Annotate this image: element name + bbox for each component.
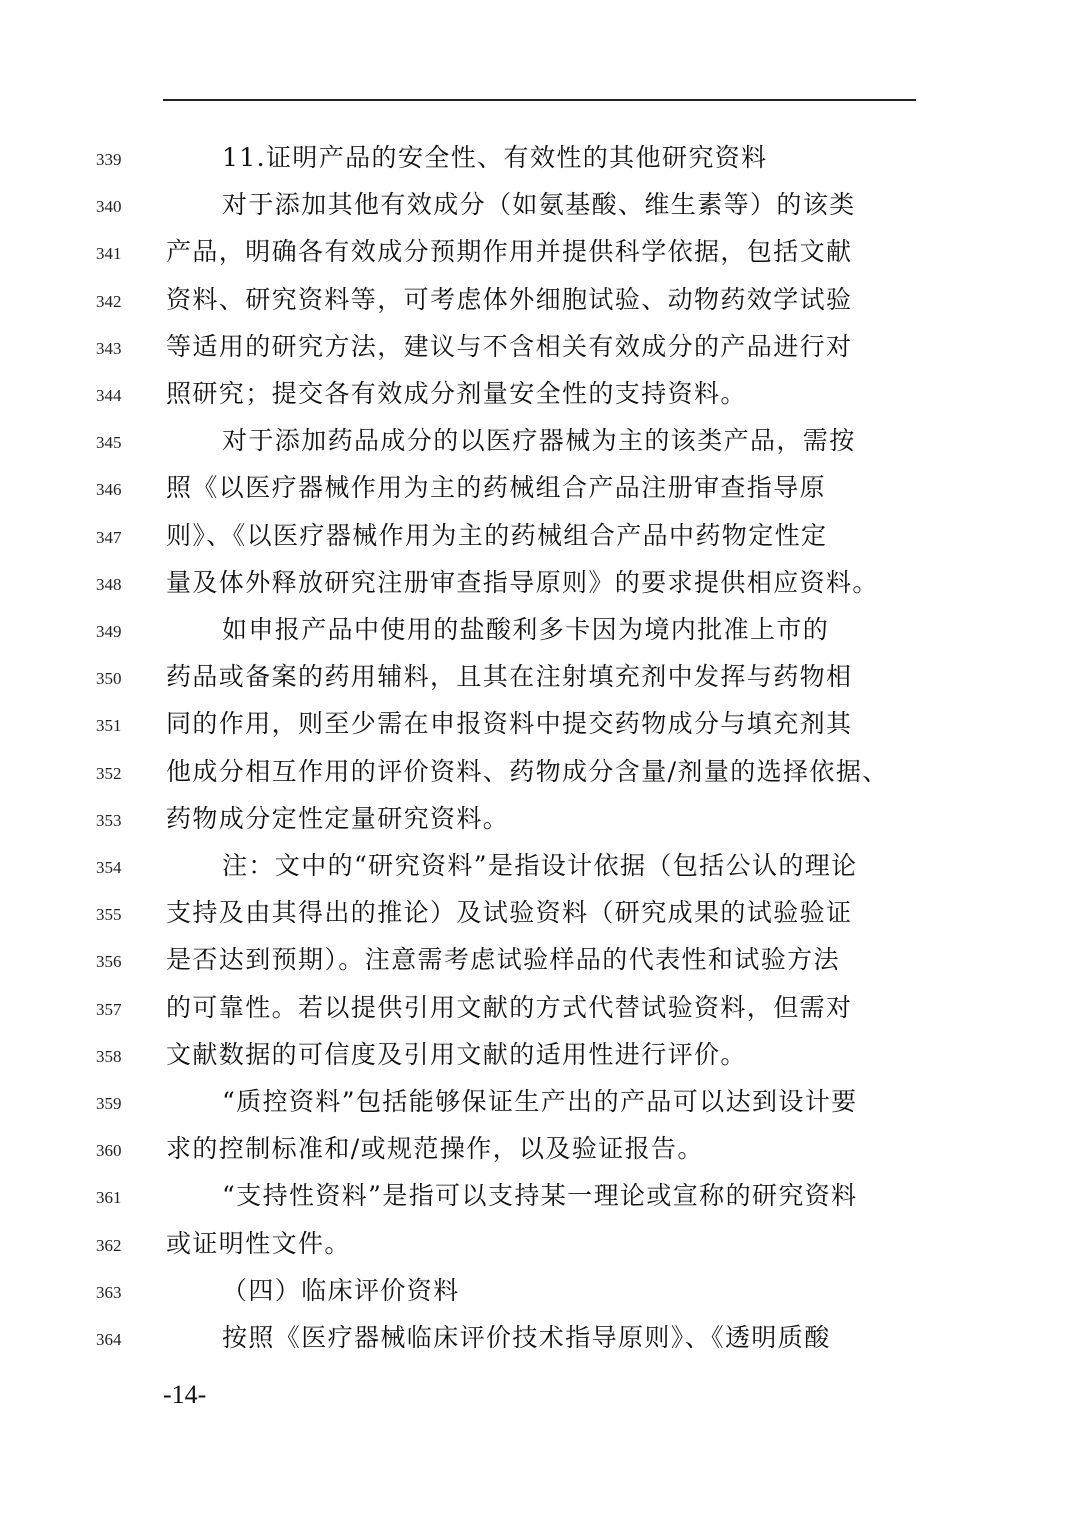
line-number: 343 bbox=[96, 338, 122, 358]
line-number: 351 bbox=[96, 716, 122, 736]
text-line: （四）临床评价资料 bbox=[222, 1275, 460, 1305]
line-number: 344 bbox=[96, 386, 122, 405]
text-line: 支持及由其得出的推论）及试验资料（研究成果的试验验证 bbox=[166, 898, 853, 928]
line-number: 347 bbox=[96, 527, 122, 547]
line-number: 339 bbox=[96, 150, 122, 169]
text-line: 药品或备案的药用辅料，且其在注射填充剂中发挥与药物相 bbox=[166, 662, 853, 692]
text-line: 照《以医疗器械作用为主的药械组合产品注册审查指导原 bbox=[166, 473, 827, 503]
text-line: 同的作用，则至少需在申报资料中提交药物成分与填充剂其 bbox=[166, 709, 853, 739]
line-number: 358 bbox=[96, 1046, 122, 1066]
line-number: 364 bbox=[96, 1330, 122, 1349]
line-number: 342 bbox=[96, 291, 122, 311]
text-line: “质控资料”包括能够保证生产出的产品可以达到设计要 bbox=[222, 1087, 858, 1116]
text-line: 的可靠性。若以提供引用文献的方式代替试验资料，但需对 bbox=[166, 992, 853, 1022]
text-line: 如申报产品中使用的盐酸利多卡因为境内批准上市的 bbox=[222, 615, 830, 644]
text-line: 求的控制标准和/或规范操作，以及验证报告。 bbox=[166, 1134, 704, 1164]
line-number: 354 bbox=[96, 858, 122, 877]
text-line: 对于添加药品成分的以医疗器械为主的该类产品，需按 bbox=[222, 426, 856, 456]
line-number: 359 bbox=[96, 1094, 122, 1113]
line-number: 355 bbox=[96, 905, 122, 925]
line-number: 356 bbox=[96, 952, 122, 972]
text-line: 是否达到预期）。注意需考虑试验样品的代表性和试验方法 bbox=[166, 945, 840, 975]
text-line: 11.证明产品的安全性、有效性的其他研究资料 bbox=[222, 143, 768, 172]
text-line: “支持性资料”是指可以支持某一理论或宣称的研究资料 bbox=[222, 1181, 858, 1211]
text-line: 对于添加其他有效成分（如氨基酸、维生素等）的该类 bbox=[222, 190, 856, 220]
line-number: 357 bbox=[96, 999, 122, 1019]
text-line: 产品，明确各有效成分预期作用并提供科学依据，包括文献 bbox=[166, 237, 853, 267]
text-line: 量及体外释放研究注册审查指导原则》的要求提供相应资料。 bbox=[166, 567, 879, 597]
line-number: 348 bbox=[96, 574, 122, 594]
text-line: 或证明性文件。 bbox=[166, 1228, 351, 1258]
line-number: 349 bbox=[96, 622, 122, 641]
line-number: 345 bbox=[96, 433, 122, 453]
line-number: 353 bbox=[96, 810, 122, 830]
page-number: -14- bbox=[163, 1380, 207, 1409]
header-rule bbox=[163, 99, 916, 101]
line-number: 346 bbox=[96, 480, 122, 500]
text-line: 则》、《以医疗器械作用为主的药械组合产品中药物定性定 bbox=[166, 520, 828, 550]
text-line: 注：文中的“研究资料”是指设计依据（包括公认的理论 bbox=[222, 851, 858, 880]
line-number: 341 bbox=[96, 244, 122, 264]
text-line: 按照《医疗器械临床评价技术指导原则》、《透明质酸 bbox=[222, 1323, 831, 1352]
line-number: 340 bbox=[96, 197, 122, 217]
text-line: 药物成分定性定量研究资料。 bbox=[166, 803, 510, 833]
text-line: 等适用的研究方法，建议与不含相关有效成分的产品进行对 bbox=[166, 331, 853, 361]
text-line: 文献数据的可信度及引用文献的适用性进行评价。 bbox=[166, 1039, 747, 1069]
line-number: 360 bbox=[96, 1141, 122, 1161]
text-line: 照研究；提交各有效成分剂量安全性的支持资料。 bbox=[166, 379, 747, 408]
line-number: 363 bbox=[96, 1282, 122, 1302]
text-line: 他成分相互作用的评价资料、药物成分含量/剂量的选择依据、 bbox=[166, 756, 889, 786]
line-number: 350 bbox=[96, 669, 122, 689]
line-number: 362 bbox=[96, 1235, 122, 1255]
line-number: 361 bbox=[96, 1188, 122, 1208]
line-number: 352 bbox=[96, 763, 122, 783]
text-line: 资料、研究资料等，可考虑体外细胞试验、动物药效学试验 bbox=[166, 284, 853, 314]
